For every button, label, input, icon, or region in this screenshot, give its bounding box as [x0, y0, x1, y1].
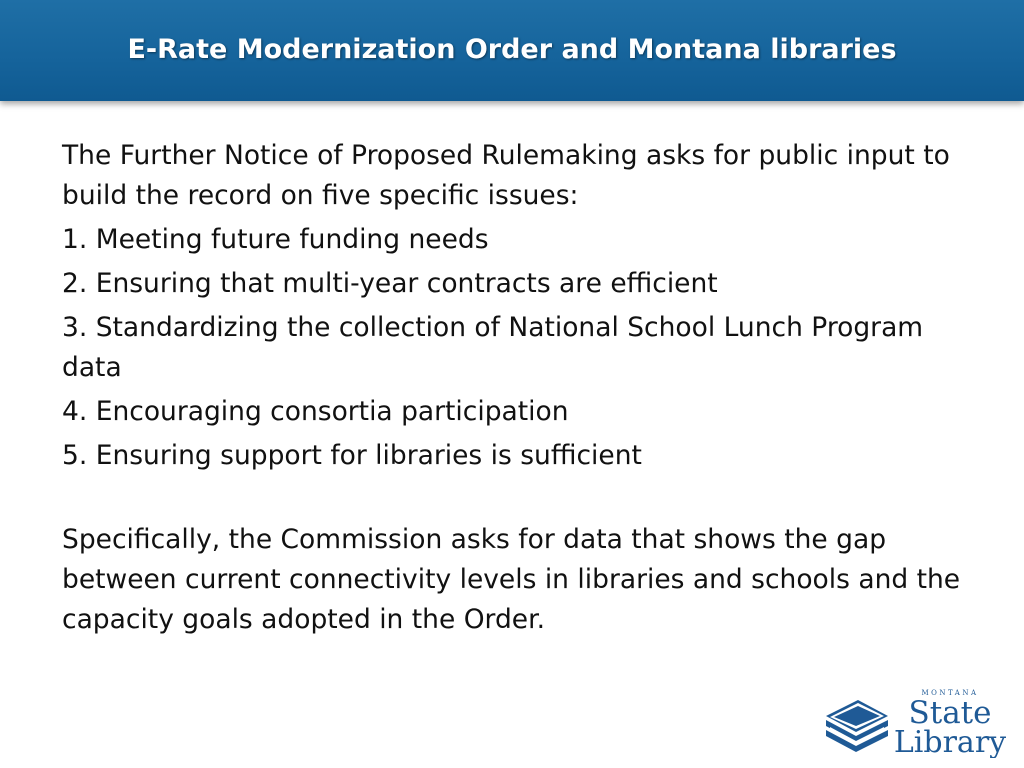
- slide-content: [62, 136, 982, 644]
- issue-item-1: 1. Meeting future funding needs: [62, 224, 489, 255]
- logo-line2: Library: [893, 725, 1007, 758]
- issue-item-5: 5. Ensuring support for libraries is sufficient: [62, 440, 642, 471]
- slide-title: E-Rate Modernization Order and Montana libraries: [127, 34, 897, 65]
- book-icon: [826, 700, 888, 752]
- title-bar: [0, 0, 1024, 101]
- logo-line1: State: [908, 695, 992, 731]
- issue-item-3: 3. Standardizing the collection of National School Lunch Program data: [62, 312, 924, 383]
- intro-paragraph: The Further Notice of Proposed Rulemaking asks for public input to build the record on five specific issues:: [62, 140, 950, 211]
- logo-graphic: [822, 686, 1018, 758]
- issue-item-2: 2. Ensuring that multi-year contracts are efficient: [62, 268, 718, 299]
- issue-item-4: 4. Encouraging consortia participation: [62, 396, 569, 427]
- logo-small-text: MONTANA: [921, 689, 979, 697]
- montana-state-library-logo: [822, 686, 1018, 758]
- closing-paragraph: Specifically, the Commission asks for data that shows the gap between current connectivity levels in libraries and schools and the capacity goals adopted in the Order.: [62, 524, 961, 635]
